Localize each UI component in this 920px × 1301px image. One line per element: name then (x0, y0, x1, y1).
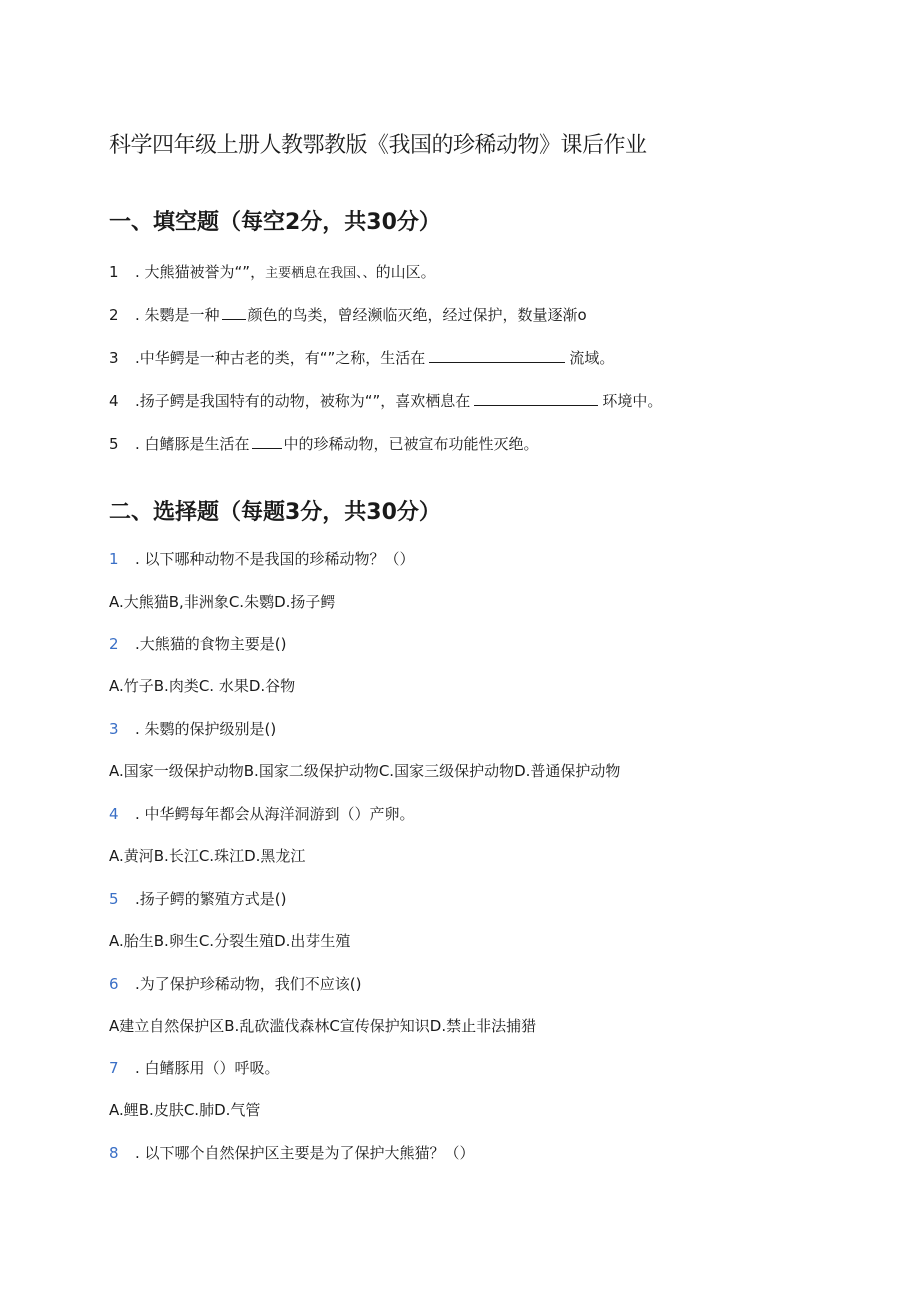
fill-question-5 (109, 434, 889, 454)
question-number: 4 (109, 392, 119, 410)
choice-question-7 (109, 1058, 889, 1078)
choice-options-5: A.胎生B.卵生C.分裂生殖D.出芽生殖 (109, 932, 351, 950)
question-text: . 以下哪种动物不是我国的珍稀动物？（） (135, 550, 415, 568)
choice-question-2 (109, 634, 889, 654)
question-number: 3 (109, 349, 119, 367)
choice-options-6: A建立自然保护区B.乱砍滥伐森林C宣传保护知识D.禁止非法捕猎 (109, 1017, 537, 1035)
choice-section-heading: 二、选择题（每题3分，共30分） (109, 500, 441, 525)
question-text: . 中华鳄每年都会从海洋洞游到（）产卵。 (135, 805, 415, 823)
choice-question-4 (109, 804, 889, 824)
question-number: 1 (109, 550, 119, 568)
question-text: 主要栖息在我国、、 (265, 266, 376, 281)
question-text: . 以下哪个自然保护区主要是为了保护大熊猫？（） (135, 1144, 475, 1162)
choice-options-3: A.国家一级保护动物B.国家二级保护动物C.国家三级保护动物D.普通保护动物 (109, 762, 621, 780)
answer-blank[interactable] (252, 434, 282, 449)
fill-question-1 (109, 262, 889, 284)
fill-question-4 (109, 391, 889, 411)
question-text: . 朱鹦的保护级别是() (135, 720, 277, 738)
choice-question-3 (109, 719, 889, 739)
fill-question-2 (109, 305, 889, 325)
question-number: 4 (109, 805, 119, 823)
fill-question-3 (109, 348, 889, 368)
question-number: 2 (109, 635, 119, 653)
choice-question-5 (109, 889, 889, 909)
fill-section-heading: 一、填空题（每空2分，共30分） (109, 210, 441, 235)
answer-blank[interactable] (474, 391, 598, 406)
question-text: 环境中。 (602, 392, 663, 410)
question-number: 3 (109, 720, 119, 738)
choice-options-7: A.鲤B.皮肤C.肺D.气管 (109, 1101, 261, 1119)
question-text: . 白鳍豚用（）呼吸。 (135, 1059, 280, 1077)
question-text: 流域。 (569, 349, 615, 367)
question-text: .大熊猫的食物主要是() (135, 635, 287, 653)
answer-blank[interactable] (429, 348, 565, 363)
choice-question-8 (109, 1143, 889, 1163)
answer-blank[interactable] (222, 305, 246, 320)
question-text: .为了保护珍稀动物，我们不应该() (135, 975, 362, 993)
question-number: 5 (109, 890, 119, 908)
choice-options-1: A.大熊猫B,非洲象C.朱鹦D.扬子鳄 (109, 593, 336, 611)
question-text: . 朱鹦是一种 (135, 306, 220, 324)
choice-options-4: A.黄河B.长江C.珠江D.黑龙江 (109, 847, 306, 865)
question-number: 6 (109, 975, 119, 993)
question-number: 1 (109, 263, 119, 281)
question-number: 5 (109, 435, 119, 453)
question-number: 8 (109, 1144, 119, 1162)
question-text: . 大熊猫被誉为“”， (135, 263, 266, 281)
question-number: 7 (109, 1059, 119, 1077)
choice-options-2: A.竹子B.肉类C. 水果D.谷物 (109, 677, 296, 695)
question-number: 2 (109, 306, 119, 324)
choice-question-1 (109, 549, 889, 569)
page-title: 科学四年级上册人教鄂教版《我国的珍稀动物》课后作业 (109, 133, 647, 158)
question-text: 中的珍稀动物，已被宣布功能性灭绝。 (283, 435, 539, 453)
question-text: 颜色的鸟类，曾经濒临灭绝，经过保护，数量逐渐o (247, 306, 587, 324)
question-text: .中华鳄是一种古老的类，有“”之称，生活在 (135, 349, 426, 367)
question-text: .扬子鳄的繁殖方式是() (135, 890, 287, 908)
choice-question-6 (109, 974, 889, 994)
question-text: .扬子鳄是我国特有的动物，被称为“”，喜欢栖息在 (135, 392, 471, 410)
question-text: 的山区。 (375, 263, 436, 281)
question-text: . 白鳍豚是生活在 (135, 435, 250, 453)
